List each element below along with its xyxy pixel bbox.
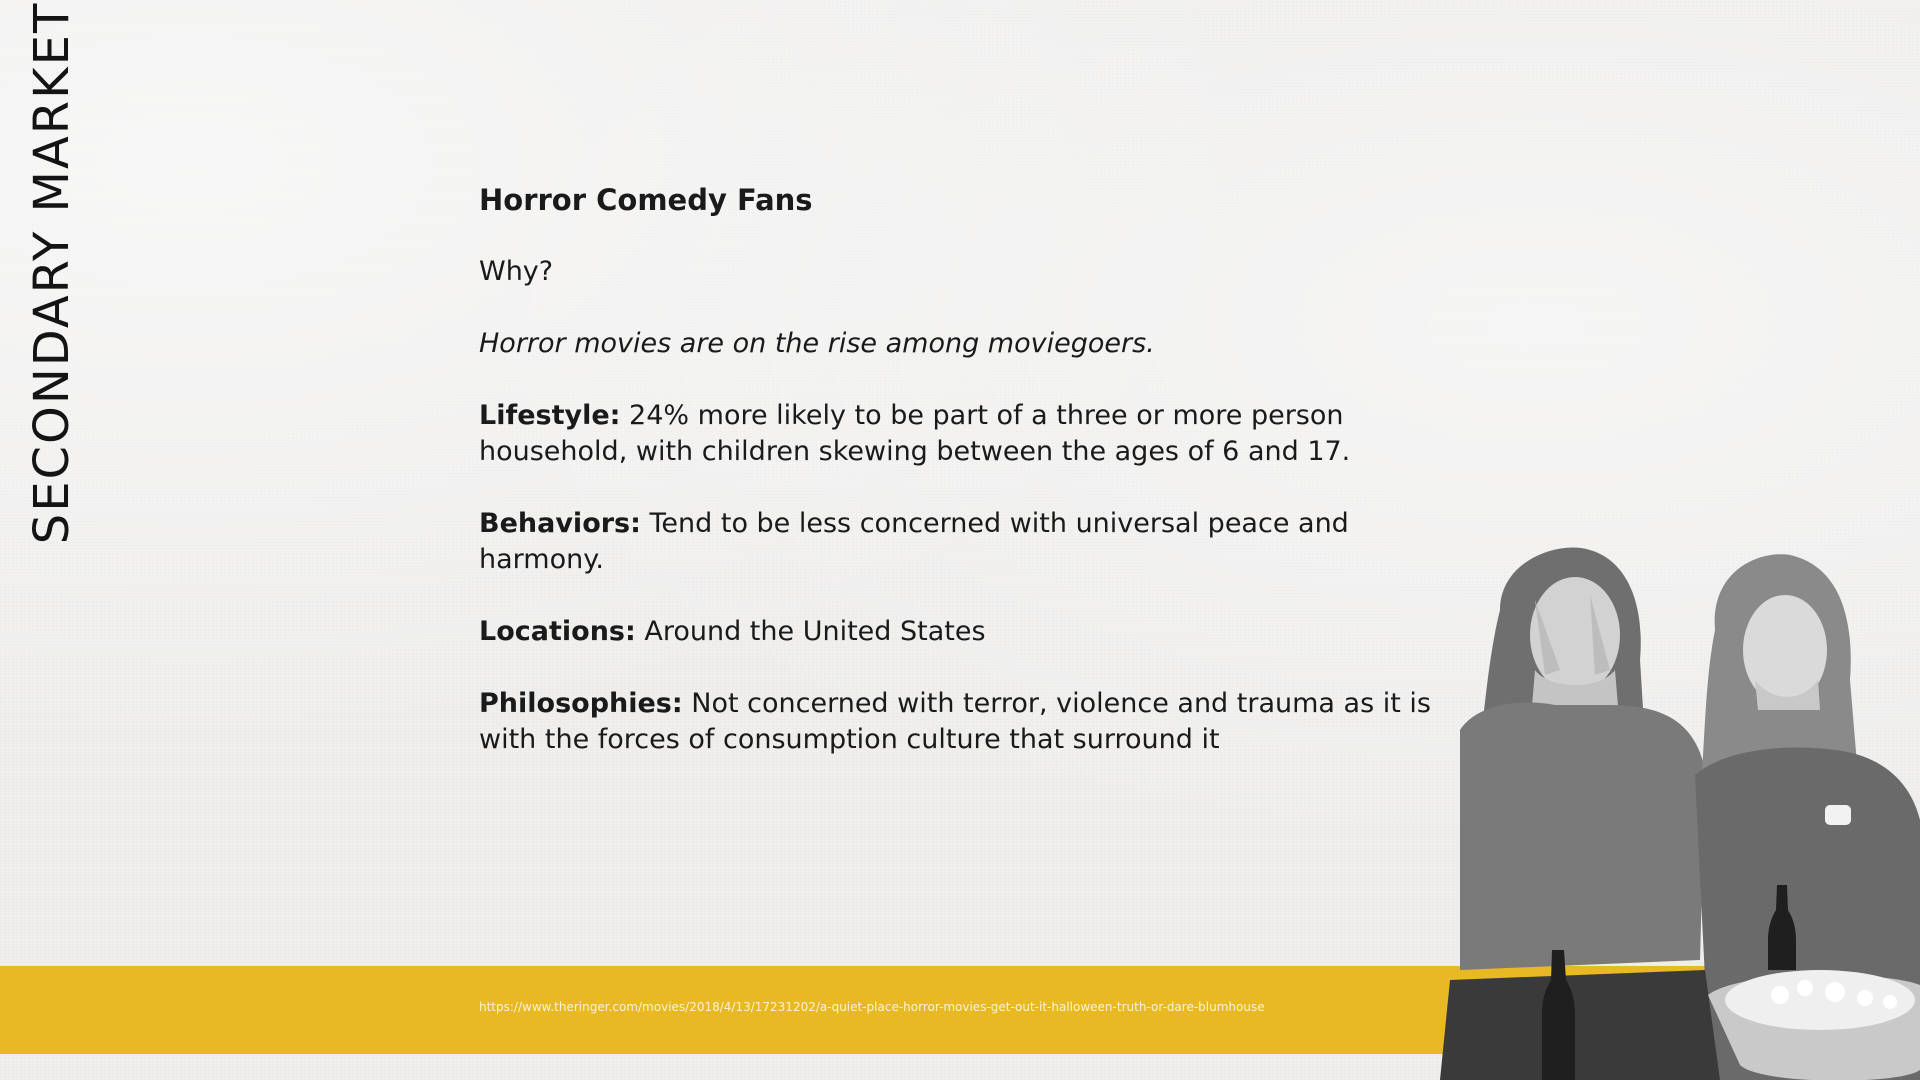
philosophies-label: Philosophies: — [479, 688, 683, 719]
lifestyle-label: Lifestyle: — [479, 400, 621, 431]
behaviors-paragraph — [479, 506, 1459, 578]
lifestyle-text: 24% more likely to be part of a three or more person household, with children skewing between the ages of 6 and 17. — [479, 400, 1351, 467]
behaviors-text: Tend to be less concerned with universal peace and harmony. — [479, 508, 1349, 575]
source-link[interactable]: https://www.theringer.com/movies/2018/4/13/17231202/a-quiet-place-horror-movies-get-out-it-halloween-truth-or-dare-blumhouse — [479, 1000, 1265, 1014]
section-label — [24, 1, 80, 545]
why-heading: Why? — [479, 256, 554, 287]
lifestyle-paragraph — [479, 398, 1459, 470]
section-label-text: SECONDARY MARKET — [24, 1, 80, 545]
page-title: Horror Comedy Fans — [479, 183, 813, 217]
behaviors-label: Behaviors: — [479, 508, 641, 539]
main-content — [479, 182, 1459, 794]
philosophies-paragraph — [479, 686, 1459, 758]
philosophies-text: Not concerned with terror, violence and trauma as it is with the forces of consumption culture that surround it — [479, 688, 1431, 755]
two-women-watching-horror-photo — [1440, 540, 1920, 1080]
tagline: Horror movies are on the rise among moviegoers. — [479, 328, 1155, 359]
locations-paragraph — [479, 614, 1459, 650]
locations-label: Locations: — [479, 616, 636, 647]
locations-text: Around the United States — [635, 616, 986, 647]
